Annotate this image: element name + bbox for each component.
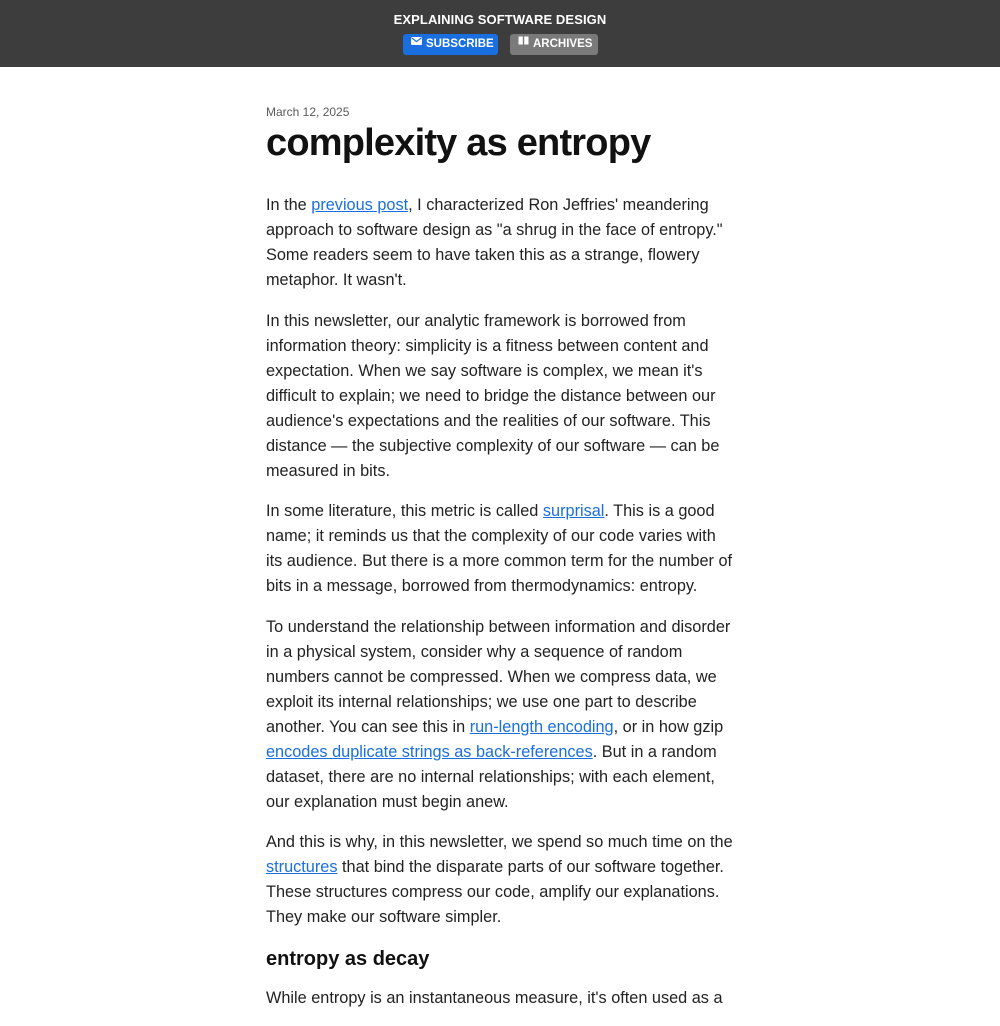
previous-post-link[interactable]: previous post: [311, 196, 409, 214]
paragraph-text: , or in how gzip: [613, 717, 724, 736]
site-title[interactable]: EXPLAINING SOFTWARE DESIGN: [393, 12, 607, 27]
subscribe-button[interactable]: [403, 34, 498, 55]
paragraph-1: [266, 193, 736, 293]
paragraph-text: . This is a good name; it reminds us that the complexity of our code varies with its audience. But there is a more common term for the number of bits in a message, borrowed from thermodynamics: entropy.: [266, 502, 733, 595]
section-heading: entropy as decay: [266, 947, 430, 970]
paragraph-6: While entropy is an instantaneous measure, it's often used as a: [266, 988, 723, 1007]
run-length-encoding-link[interactable]: run-length encoding: [469, 717, 614, 736]
envelope-icon: [411, 32, 422, 53]
post-title: complexity as entropy: [266, 122, 651, 164]
paragraph-text: In the: [266, 196, 312, 214]
article-body: [266, 193, 736, 1011]
paragraph-text: that bind the disparate parts of our software together. These structures compress our code, amplify our explanations. They make our software simpler.: [266, 858, 724, 926]
surprisal-link[interactable]: surprisal: [542, 502, 605, 520]
back-references-link[interactable]: encodes duplicate strings as back-references: [266, 742, 593, 761]
paragraph-text: And this is why, in this newsletter, we spend so much time on the: [266, 833, 733, 851]
paragraph-text: , I characterized Ron Jeffries' meandering approach to software design as "a shrug in the face of entropy." Some readers seem to have taken this as a strange, flowery metaphor. It wasn't.: [266, 196, 723, 289]
archives-label: ARCHIVES: [533, 38, 593, 50]
paragraph-text: . But in a random dataset, there are no internal relationships; with each element, our explanation must begin anew.: [266, 742, 717, 811]
paragraph-4: [266, 615, 736, 815]
site-header: [0, 0, 1000, 67]
paragraph-2: In this newsletter, our analytic framework is borrowed from information theory: simplicity is a fitness between content and expectation. When we say software is complex, we mean it's difficult to explain; we need to bridge the distance between our audience's expectations and the realities of our software. This distance — the subjective complexity of our software — can be measured in bits.: [266, 311, 720, 480]
structures-link[interactable]: structures: [266, 858, 338, 876]
post-date: March 12, 2025: [266, 105, 350, 119]
paragraph-text: In some literature, this metric is called: [266, 502, 543, 520]
paragraph-5: [266, 830, 736, 930]
paragraph-text: To understand the relationship between information and disorder in a physical system, consider why a sequence of random numbers cannot be compressed. When we compress data, we exploit its internal relationships; we use one part to describe another. You can see this in: [266, 617, 731, 736]
book-icon: [518, 32, 529, 53]
archives-button[interactable]: [510, 34, 598, 55]
paragraph-3: [266, 499, 736, 599]
subscribe-label: SUBSCRIBE: [426, 38, 494, 50]
article: [266, 104, 736, 1026]
